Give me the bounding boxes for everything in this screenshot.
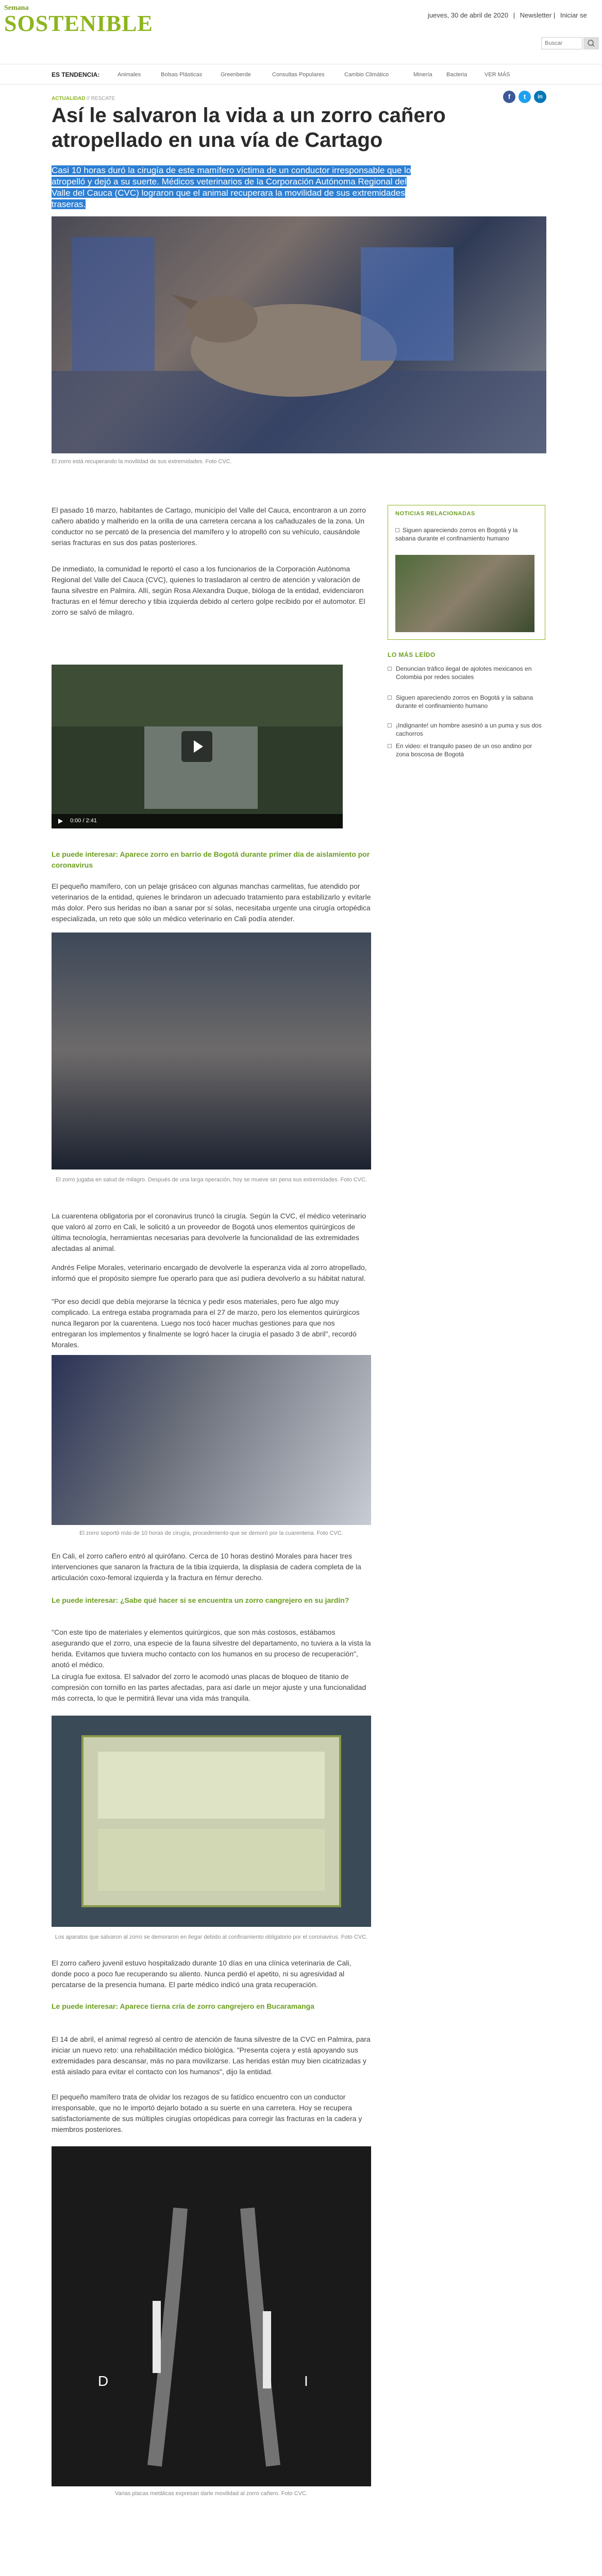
- paragraph-3: El pequeño mamífero, con un pelaje grisáceo con algunas manchas carmelitas, fue atendido por veterinarios de la entidad, quienes le brindaron un adecuado tratamiento para estabilizarlo y evitarle más dolor. Pero sus heridas no iban a sanar por sí solas, necesitaba urgente una cirugía ortopédica especializada, un reto que sólo un médico veterinario en Cali podía atender.: [52, 882, 371, 923]
- most-read-item-3[interactable]: [388, 721, 545, 738]
- search-icon: [583, 37, 599, 49]
- main-nav: [0, 64, 602, 84]
- top-bar: [0, 0, 602, 52]
- nav-item-cambio[interactable]: Cambio Climático: [344, 72, 389, 78]
- paragraph-5: Andrés Felipe Morales, veterinario encargado de devolverle la esperanza vida al zorro atropellado, informó que el propósito siempre fue operarlo para que así pudiera devolverlo a su hábitat natural.: [52, 1263, 367, 1282]
- most-read-title: LO MÁS LEÍDO: [388, 651, 436, 658]
- most-read-item-label: Siguen apareciendo zorros en Bogotá y la sabana durante el confinamiento humano: [396, 694, 533, 709]
- brand-small: Semana: [4, 4, 29, 12]
- current-date: jueves, 30 de abril de 2020: [428, 11, 509, 19]
- bullet-icon: [388, 744, 392, 748]
- hero-caption: El zorro está recuperando la movilidad de sus extremidades. Foto CVC.: [52, 459, 232, 465]
- top-info: [428, 11, 587, 19]
- related-news-title: NOTICIAS RELACIONADAS: [395, 511, 475, 517]
- top-separator: |: [513, 11, 515, 19]
- login-link[interactable]: Iniciar se: [560, 11, 587, 19]
- video-time: 0:00 / 2:41: [70, 818, 97, 824]
- paragraph-6: "Por eso decidí que debía mejorarse la técnica y pedir esos materiales, pero fue algo muy complicado. La entrega estaba programada para el 27 de marzo, pero los elementos quirúrgicos nunca llegaron por la cuarentena. Luego nos tocó hacer muchas gestiones para que nos entregaran los implementos y finalmente se logró hacer la cirugía el pasado 3 de abril", recordó Morales.: [52, 1297, 360, 1349]
- paragraph-2: De inmediato, la comunidad le reportó el caso a los funcionarios de la Corporación Autónoma Regional del Valle del Cauca (CVC), quienes lo trasladaron al centro de atención y valoración de fauna silvestre en Palmira. Allí, según Rosa Alexandra Duque, bióloga de la entidad, evidenciaron fracturas en el fémur derecho y tibia izquierda debido al certero golpe recibido por el automotor. El zorro se salvó de milagro.: [52, 565, 365, 616]
- xray-label-left: D: [98, 2373, 109, 2389]
- bullet-icon: [395, 528, 399, 532]
- linkedin-share-button[interactable]: in: [534, 91, 546, 103]
- article-lead-text: Casi 10 horas duró la cirugía de este mamífero víctima de un conductor irresponsable que lo atropelló y dejó a su suerte. Médicos veterinarios de la Corporación Autónoma Regional del Valle del Cauca (CVC) lograron que el animal recuperara la movilidad de sus extremidades traseras.: [52, 165, 411, 209]
- article-lead: [52, 165, 416, 210]
- xray-illustration: [52, 2146, 371, 2486]
- related-link-2[interactable]: Le puede interesar: ¿Sabe qué hacer si se encuentra un zorro cangrejero en su jardín?: [52, 1596, 349, 1604]
- twitter-share-button[interactable]: t: [519, 91, 531, 103]
- fox-xray-table-image: [52, 1355, 371, 1525]
- newsletter-link[interactable]: Newsletter: [520, 11, 552, 19]
- most-read-item-1[interactable]: [388, 665, 545, 681]
- most-read-item-label: Denuncian tráfico ilegal de ajolotes mexicanos en Colombia por redes sociales: [396, 665, 532, 681]
- paragraph-9: La cirugía fue exitosa. El salvador del zorro le acomodó unas placas de bloqueo de titanio de compresión con tornillo en las partes afectadas, para así darle un mejor ajuste y una funcionalidad más correcta, lo que le permitirá llevar una vida más tranquila.: [52, 1672, 366, 1702]
- fox-cage-image: [52, 933, 371, 1170]
- site-logo[interactable]: SOSTENIBLE: [4, 11, 153, 36]
- top-separator-2: |: [553, 11, 556, 19]
- nav-item-ver-mas[interactable]: VER MÁS: [484, 72, 510, 78]
- paragraph-12: El pequeño mamífero trata de olvidar los rezagos de su fatídico encuentro con un conductor irresponsable, que no le importó dejarlo botado a su suerte en una carretera. Hoy se recupera satisfactoriamente de sus múltiples cirugías ortopédicas para corregir las fracturas en la cadera y miembros posteriores.: [52, 2093, 362, 2133]
- search-input[interactable]: [541, 37, 582, 49]
- nav-item-mineria[interactable]: Minería: [413, 72, 432, 78]
- play-small-icon[interactable]: [57, 818, 64, 825]
- image-5-caption: Varias placas metálicas expresan darle movilidad al zorro cañero. Foto CVC.: [115, 2490, 308, 2497]
- paragraph-8: "Con este tipo de materiales y elementos quirúrgicos, que son más costosos, estábamos asegurando que el zorro, una especie de la fauna silvestre del departamento, no tuviera a la vista la herida. Evitamos que tuviera mucho contacto con los humanos en su proceso de recuperación", anotó el médico.: [52, 1628, 371, 1669]
- video-player[interactable]: [52, 665, 343, 828]
- page-title: Así le salvaron la vida a un zorro cañero atropellado en una vía de Cartago: [52, 104, 446, 151]
- paragraph-4: La cuarentena obligatoria por el coronavirus truncó la cirugía. Según la CVC, el médico veterinario que valoró al zorro en Cali, le solicitó a un proveedor de Bogotá unos elementos quirúrgicos de última tecnología, herramientas necesarias para devolverle la funcionalidad de las extremidades afectadas al animal.: [52, 1212, 366, 1252]
- fox-surgery-illustration: [52, 216, 546, 453]
- play-button[interactable]: [181, 731, 212, 762]
- bullet-icon: [388, 667, 392, 671]
- related-news-item[interactable]: [395, 526, 534, 543]
- image-2-caption: El zorro jugaba en salud de milagro. Después de una larga operación, hoy se mueve sin pena sus extremidades. Foto CVC.: [55, 1177, 367, 1183]
- surgical-tray-illustration: [52, 1716, 371, 1927]
- search-button[interactable]: [583, 37, 599, 49]
- breadcrumb-sep: //: [87, 96, 90, 101]
- most-read-item-2[interactable]: [388, 693, 545, 710]
- related-news-item-label: Siguen apareciendo zorros en Bogotá y la sabana durante el confinamiento humano: [395, 527, 518, 542]
- image-4-caption: Los aparatos que salvaron al zorro se demoraron en llegar debido al confinamiento obligatorio por el coronavirus. Foto CVC.: [55, 1934, 368, 1940]
- paragraph-10: El zorro cañero juvenil estuvo hospitalizado durante 10 días en una clínica veterinaria de Cali, donde poco a poco fue recuperando su aliento. Nunca perdió el apetito, ni su agresividad al percatarse de la presencia humana. El parte médico indicó una grata recuperación.: [52, 1959, 352, 1989]
- bullet-icon: [388, 696, 392, 700]
- most-read-item-label: En video: el tranquilo paseo de un oso andino por zona boscosa de Bogotá: [396, 742, 532, 758]
- xray-label-right: I: [304, 2373, 308, 2389]
- related-news-thumb[interactable]: [395, 555, 534, 632]
- breadcrumb-section[interactable]: ACTUALIDAD: [52, 96, 86, 101]
- hero-image: [52, 216, 546, 453]
- most-read-item-label: ¡Indignante! un hombre asesinó a un puma y sus dos cachorros: [396, 722, 542, 737]
- breadcrumb: [52, 96, 115, 101]
- xray-image: [52, 2146, 371, 2486]
- video-controls: [52, 814, 343, 828]
- paragraph-11: El 14 de abril, el animal regresó al centro de atención de fauna silvestre de la CVC en Palmira, para iniciar un nuevo reto: una rehabilitación médico biológica. "Presenta cojera y está apoyando sus extremidades para descansar, más no para movilizarse. Las heridas están muy bien cicatrizadas y está aislado para evitar el contacto con los humanos", dijo la entidad.: [52, 2035, 371, 2076]
- nav-item-bacteria[interactable]: Bacteria: [446, 72, 467, 78]
- related-link-1[interactable]: Le puede interesar: Aparece zorro en barrio de Bogotá durante primer día de aislamiento por coronavirus: [52, 850, 370, 869]
- surgical-tools-image: [52, 1716, 371, 1927]
- nav-item-consultas[interactable]: Consultas Populares: [272, 72, 325, 78]
- paragraph-1: El pasado 16 marzo, habitantes de Cartago, municipio del Valle del Cauca, encontraron a un zorro cañero abatido y malherido en la orilla de una carretera cercana a los cañaduzales de la zona. Un conductor no se percató de la presencia del mamífero y lo atropelló con su vehículo, causándole serias fracturas en sus dos patas posteriores.: [52, 506, 366, 547]
- related-link-3[interactable]: Le puede interesar: Aparece tierna cría de zorro cangrejero en Bucaramanga: [52, 2002, 314, 2010]
- trending-label: ES TENDENCIA:: [52, 71, 100, 78]
- most-read-item-4[interactable]: [388, 742, 545, 758]
- nav-item-bolsas[interactable]: Bolsas Plásticas: [161, 72, 203, 78]
- nav-item-animales[interactable]: Animales: [118, 72, 141, 78]
- breadcrumb-sub[interactable]: RESCATE: [91, 96, 115, 101]
- bullet-icon: [388, 723, 392, 727]
- facebook-share-button[interactable]: f: [503, 91, 515, 103]
- play-icon: [181, 731, 212, 762]
- image-3-caption: El zorro soportó más de 10 horas de cirugía, procedimiento que se demoró por la cuarentena. Foto CVC.: [79, 1530, 343, 1536]
- nav-item-greenberde[interactable]: Greenberde: [221, 72, 251, 78]
- paragraph-7: En Cali, el zorro cañero entró al quirófano. Cerca de 10 horas destinó Morales para hacer tres intervenciones que sanaron la fractura de la tibia izquierda, la displasia de cadera completa de la articulación coxo-femoral izquierda y la fractura en fémur derecho.: [52, 1552, 361, 1582]
- related-news-box: [388, 505, 545, 640]
